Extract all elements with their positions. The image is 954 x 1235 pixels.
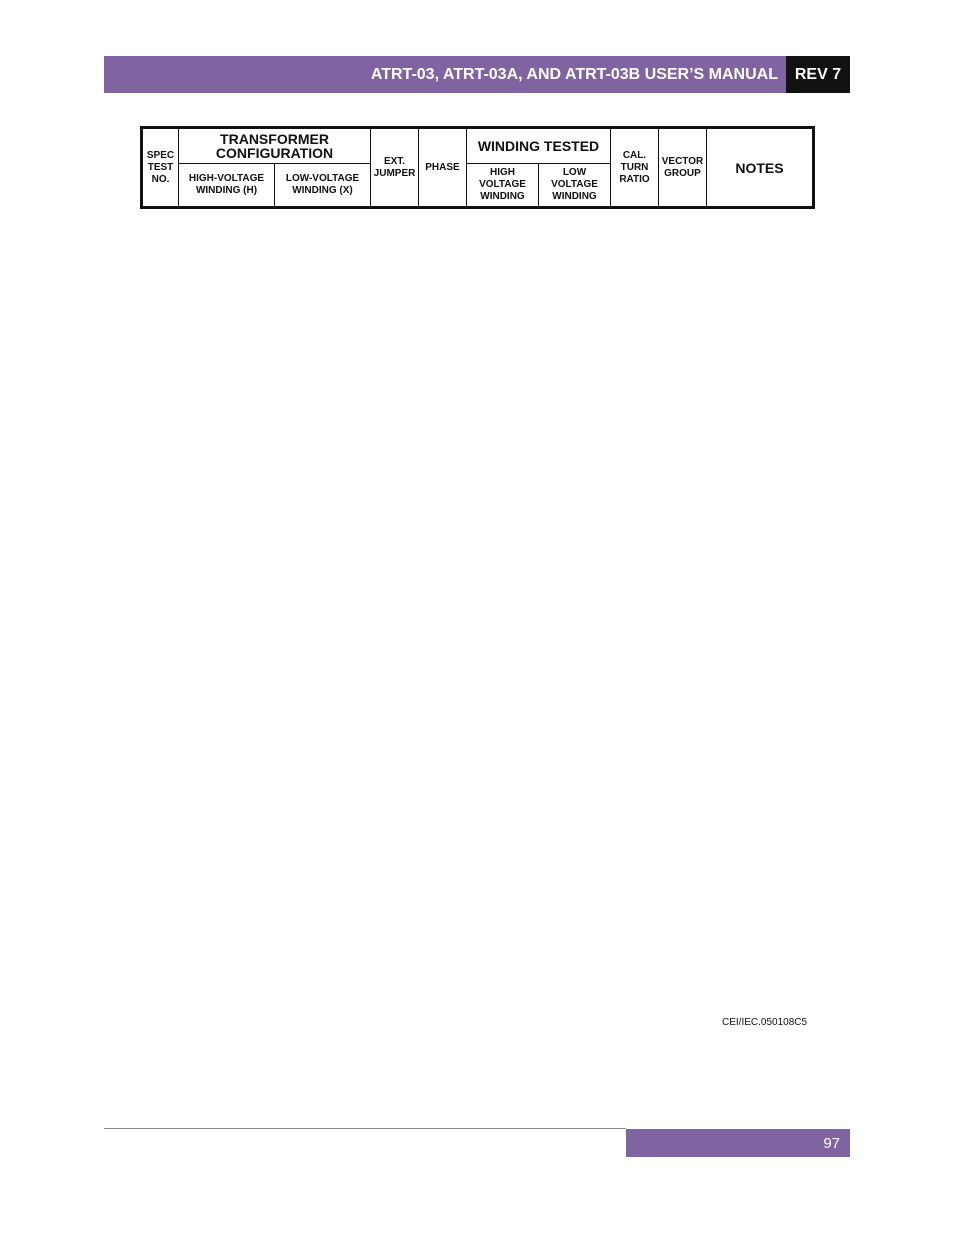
phase-header: PHASE: [419, 128, 467, 208]
transformer-config-header: TRANSFORMER CONFIGURATION: [179, 128, 371, 164]
hv-tested-header: HIGH VOLTAGE WINDING: [467, 164, 539, 208]
page-number: 97: [626, 1129, 850, 1157]
figure-reference: CEI/IEC.050108C5: [722, 1017, 808, 1028]
page-header: [104, 56, 850, 93]
manual-title: ATRT-03, ATRT-03A, AND ATRT-03B USER’S MANUAL: [104, 56, 786, 93]
vector-group-header: VECTOR GROUP: [659, 128, 707, 208]
footer-rule: [104, 1128, 626, 1129]
winding-tested-header: WINDING TESTED: [467, 128, 611, 164]
transformer-configuration-table: [140, 126, 815, 209]
hv-winding-header: HIGH-VOLTAGE WINDING (H): [179, 164, 275, 208]
notes-header: NOTES: [707, 128, 814, 208]
ext-jumper-header: EXT. JUMPER: [371, 128, 419, 208]
lv-winding-header: LOW-VOLTAGE WINDING (X): [275, 164, 371, 208]
spec-header: SPEC TEST NO.: [142, 128, 179, 208]
lv-tested-header: LOW VOLTAGE WINDING: [539, 164, 611, 208]
cal-ratio-header: CAL. TURN RATIO: [611, 128, 659, 208]
revision-badge: REV 7: [786, 56, 850, 93]
